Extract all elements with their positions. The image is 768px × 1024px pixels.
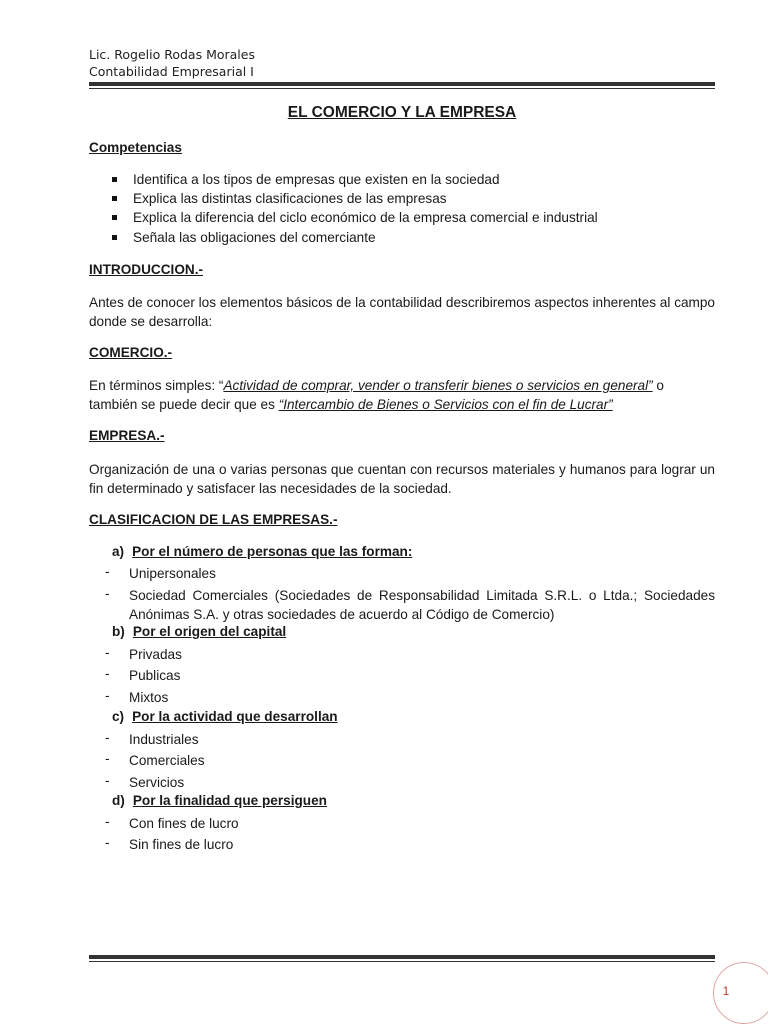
introduccion-text: Antes de conocer los elementos básicos de la contabilidad describiremos aspectos inherentes al campo donde se desarrolla: — [89, 295, 715, 329]
bullet-square-icon — [112, 235, 117, 240]
clasificacion-group-title: d) Por la finalidad que persiguen — [112, 793, 327, 808]
clasificacion-item: Publicas — [129, 668, 181, 683]
comercio-definition-1: Actividad de comprar, vender o transferir bienes o servicios en general” — [223, 378, 653, 393]
page-number: 1 — [722, 984, 730, 998]
clasificacion-item: Privadas — [129, 647, 182, 662]
empresa-text: Organización de una o varias personas que cuentan con recursos materiales y humanos para lograr un fin determinado y satisfacer las necesidades de la sociedad. — [89, 462, 715, 496]
clasificacion-item: Industriales — [129, 732, 199, 747]
dash-marker: - — [105, 666, 110, 681]
header-course: Contabilidad Empresarial I — [89, 64, 254, 79]
dash-marker: - — [105, 751, 110, 766]
clasificacion-group-title: b) Por el origen del capital — [112, 624, 287, 639]
empresa-heading: EMPRESA.- — [89, 428, 165, 443]
clasificacion-item: Comerciales — [129, 753, 205, 768]
dash-marker: - — [105, 645, 110, 660]
bullet-square-icon — [112, 177, 117, 182]
dash-marker: - — [105, 688, 110, 703]
header-author: Lic. Rogelio Rodas Morales — [89, 47, 255, 62]
document-title: EL COMERCIO Y LA EMPRESA — [287, 104, 517, 121]
comercio-definition-2: “Intercambio de Bienes o Servicios con el fin de Lucrar” — [278, 397, 613, 412]
header-rule-thin — [89, 88, 715, 89]
clasificacion-item: Unipersonales — [129, 566, 216, 581]
competencia-item: Explica la diferencia del ciclo económico de la empresa comercial e industrial — [112, 210, 598, 225]
clasificacion-item: Con fines de lucro — [129, 816, 239, 831]
footer-rule-thick — [89, 955, 715, 959]
page-header — [89, 46, 255, 80]
dash-marker: - — [105, 730, 110, 745]
comercio-heading: COMERCIO.- — [89, 345, 173, 360]
bullet-square-icon — [112, 196, 117, 201]
dash-marker: - — [105, 773, 110, 788]
header-rule-thick — [89, 82, 715, 86]
competencia-item: Identifica a los tipos de empresas que existen en la sociedad — [112, 172, 500, 187]
comercio-text: En términos simples: “Actividad de comprar, vender o transferir bienes o servicios en general” o también se puede decir que es “Intercambio de Bienes o Servicios con el fin de Lucrar” — [89, 378, 664, 412]
clasificacion-group-title: a) Por el número de personas que las forman: — [112, 544, 413, 559]
dash-marker: - — [105, 814, 110, 829]
competencia-item: Señala las obligaciones del comerciante — [112, 230, 376, 245]
clasificacion-group-title: c) Por la actividad que desarrollan — [112, 709, 338, 724]
competencias-heading: Competencias — [89, 140, 182, 155]
dash-marker: - — [105, 835, 110, 850]
dash-marker: - — [105, 564, 110, 579]
footer-rule-thin — [89, 961, 715, 962]
introduccion-heading: INTRODUCCION.- — [89, 262, 204, 277]
clasificacion-item: Sociedad Comerciales (Sociedades de Responsabilidad Limitada S.R.L. o Ltda.; Sociedades Anónimas S.A. y otras sociedades de acuerdo al Código de Comercio) — [129, 588, 715, 622]
dash-marker: - — [105, 586, 110, 601]
competencia-item: Explica las distintas clasificaciones de las empresas — [112, 191, 447, 206]
clasificacion-item: Sin fines de lucro — [129, 837, 234, 852]
clasificacion-item: Mixtos — [129, 690, 169, 705]
clasificacion-heading: CLASIFICACION DE LAS EMPRESAS.- — [89, 512, 338, 527]
bullet-square-icon — [112, 215, 117, 220]
clasificacion-item: Servicios — [129, 775, 185, 790]
